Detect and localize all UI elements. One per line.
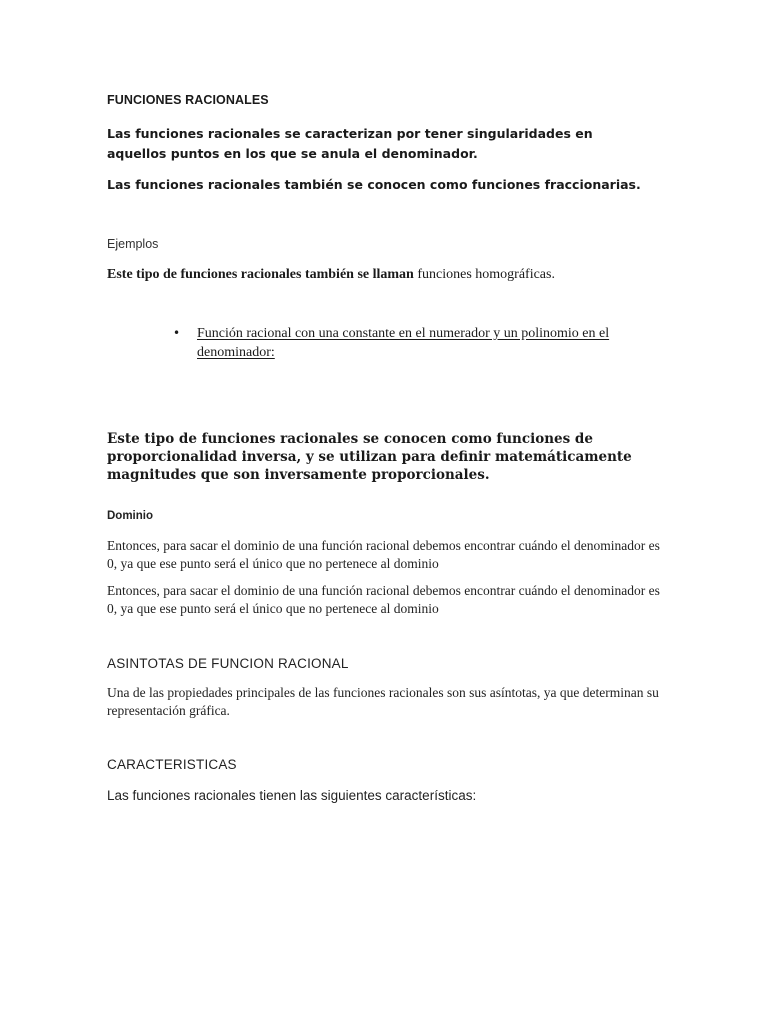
intro-paragraph-2: Las funciones racionales también se conocen como funciones fraccionarias. [107,177,641,192]
caracteristicas-paragraph: Las funciones racionales tienen las siguientes características: [107,788,477,803]
bullet-icon: • [173,326,181,340]
homografica-bold-text: Este tipo de funciones racionales también se llaman [107,267,414,282]
caracteristicas-heading: CARACTERISTICAS [107,757,237,772]
asintotas-paragraph: Una de las propiedades principales de las funciones racionales son sus asíntotas, ya que determinan su representación gráfica. [107,685,659,718]
dominio-paragraph-2: Entonces, para sacar el dominio de una función racional debemos encontrar cuándo el denominador es 0, ya que ese punto será el único que no pertenece al dominio [107,583,660,616]
dominio-paragraph-1: Entonces, para sacar el dominio de una función racional debemos encontrar cuándo el denominador es 0, ya que ese punto será el único que no pertenece al dominio [107,538,660,571]
bullet-item-text: Función racional con una constante en el numerador y un polinomio en el denominador: [197,326,610,360]
homografica-paragraph [107,265,667,285]
homografica-rest-text: funciones homográficas. [413,267,555,282]
intro-paragraph-1: Las funciones racionales se caracterizan por tener singularidades en aquellos puntos en los que se anula el denominador. [107,126,593,161]
dominio-heading: Dominio [107,510,153,522]
asintotas-heading: ASINTOTAS DE FUNCION RACIONAL [107,656,349,671]
proporcionalidad-paragraph: Este tipo de funciones racionales se conocen como funciones de proporcionalidad inversa, y se utilizan para definir matemáticamente magnitudes que son inversamente proporcionales. [107,431,632,483]
document-title: FUNCIONES RACIONALES [107,93,269,107]
ejemplos-heading: Ejemplos [107,237,159,251]
